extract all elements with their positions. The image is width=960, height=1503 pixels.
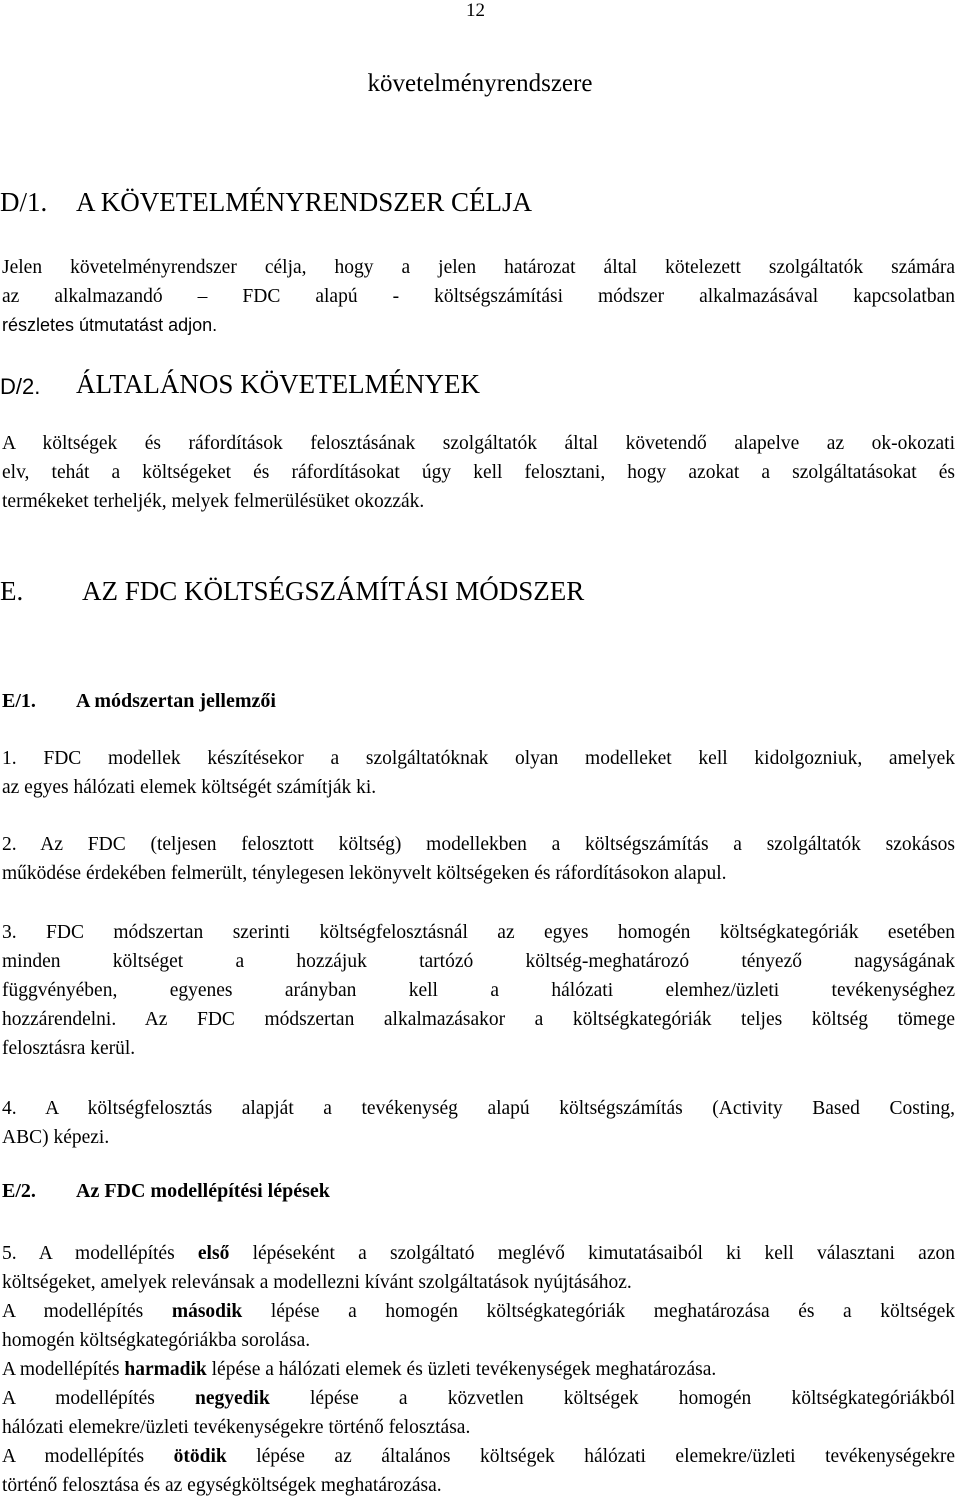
step-keyword: harmadik	[124, 1359, 207, 1380]
subsection-number: E/1.	[2, 690, 36, 712]
subsection-heading-e1	[0, 690, 960, 718]
paragraph-line: homogén költségkategóriákba sorolása.	[2, 1330, 311, 1351]
paragraph-line: 4. A költségfelosztás alapját a tevékenység alapú költségszámítás (Activity Based Costing,	[2, 1098, 955, 1119]
steps-block	[2, 1239, 955, 1500]
paragraph-line: működése érdekében felmerült, ténylegesen lekönyvelt költségeken és ráfordításokon alapul.	[2, 863, 727, 884]
step-line-masodik	[2, 1297, 955, 1326]
paragraph-line: felosztásra kerül.	[2, 1038, 136, 1059]
paragraph-line: A költségek és ráfordítások felosztásának szolgáltatók által követendő alapelve az ok-okozati	[2, 433, 955, 454]
step-line-elso	[2, 1239, 955, 1268]
section-number: E.	[0, 576, 24, 606]
list-item	[2, 744, 955, 802]
list-item	[2, 1094, 955, 1152]
step-text: A modellépítés	[2, 1446, 174, 1467]
step-keyword: negyedik	[195, 1388, 270, 1409]
section-heading-e	[0, 576, 960, 610]
section-title: ÁLTALÁNOS KÖVETELMÉNYEK	[76, 369, 481, 399]
step-keyword: ötödik	[173, 1446, 227, 1467]
list-item	[2, 830, 955, 888]
paragraph-line: hálózati elemekre/üzleti tevékenységekre történő felosztása.	[2, 1417, 471, 1438]
section-number: D/1.	[0, 187, 48, 217]
paragraph-line: ABC) képezi.	[2, 1127, 110, 1148]
step-text: A modellépítés	[2, 1388, 196, 1409]
step-text: 5. A modellépítés	[2, 1243, 198, 1264]
subsection-heading-e2	[0, 1180, 960, 1208]
step-text: lépése a közvetlen költségek homogén költségkategóriákból	[269, 1388, 955, 1409]
paragraph-line: hozzárendelni. Az FDC módszertan alkalmazásakor a költségkategóriák teljes költség tömege	[2, 1009, 955, 1030]
step-text: lépése az általános költségek hálózati elemekre/üzleti tevékenységekre	[226, 1446, 956, 1467]
section-title: AZ FDC KÖLTSÉGSZÁMÍTÁSI MÓDSZER	[82, 576, 585, 606]
step-line-negyedik	[2, 1384, 955, 1413]
step-text: lépése a hálózati elemek és üzleti tevékenységek meghatározása.	[206, 1359, 717, 1380]
subsection-number: E/2.	[2, 1180, 36, 1202]
paragraph-line: 2. Az FDC (teljesen felosztott költség) modellekben a költségszámítás a szolgáltatók szokásos	[2, 834, 955, 855]
page-title: követelményrendszere	[367, 70, 593, 97]
step-keyword: második	[171, 1301, 243, 1322]
subsection-title: Az FDC modellépítési lépések	[76, 1180, 330, 1202]
step-text: lépése a homogén költségkategóriák meghatározása és a költségek	[242, 1301, 955, 1322]
paragraph-line: az egyes hálózati elemek költségét számítják ki.	[2, 777, 377, 798]
paragraph-line: Jelen követelményrendszer célja, hogy a jelen határozat által kötelezett szolgáltatók számára	[2, 257, 955, 278]
paragraph-line: elv, tehát a költségeket és ráfordításokat úgy kell felosztani, hogy azokat a szolgáltatásokat és	[2, 462, 955, 483]
step-line-otodik	[2, 1442, 955, 1471]
section-title: A KÖVETELMÉNYRENDSZER CÉLJA	[76, 187, 532, 217]
subsection-title: A módszertan jellemzői	[76, 690, 276, 712]
paragraph-line: történő felosztása és az egységköltségek meghatározása.	[2, 1475, 442, 1496]
section-heading-d1	[0, 187, 960, 221]
step-text: A modellépítés	[2, 1301, 172, 1322]
page-number: 12	[466, 0, 485, 21]
section-number: D/2.	[0, 374, 41, 399]
list-item	[2, 918, 955, 1063]
paragraph-line: az alkalmazandó – FDC alapú - költségszámítási módszer alkalmazásával kapcsolatban	[2, 286, 955, 307]
paragraph-line: függvényében, egyenes arányban kell a hálózati elemhez/üzleti tevékenységhez	[2, 980, 955, 1001]
step-text: A modellépítés	[2, 1359, 125, 1380]
paragraph-line: termékeket terheljék, melyek felmerülésüket okozzák.	[2, 491, 425, 512]
paragraph-d2	[2, 429, 955, 516]
step-text: lépéseként a szolgáltató meglévő kimutatásaiból ki kell választani azon	[229, 1243, 955, 1264]
paragraph-line: minden költséget a hozzájuk tartózó költség-meghatározó tényező nagyságának	[2, 951, 955, 972]
paragraph-line: 3. FDC módszertan szerinti költségfelosztásnál az egyes homogén költségkategóriák esetében	[2, 922, 955, 943]
section-heading-d2	[0, 369, 960, 403]
paragraph-d1	[2, 253, 955, 340]
paragraph-line: részletes útmutatást adjon.	[2, 315, 218, 335]
step-keyword: első	[197, 1243, 230, 1264]
step-line-harmadik	[2, 1355, 955, 1384]
paragraph-line: 1. FDC modellek készítésekor a szolgáltatóknak olyan modelleket kell kidolgozniuk, amelyek	[2, 748, 955, 769]
paragraph-line: költségeket, amelyek relevánsak a modellezni kívánt szolgáltatások nyújtásához.	[2, 1272, 632, 1293]
